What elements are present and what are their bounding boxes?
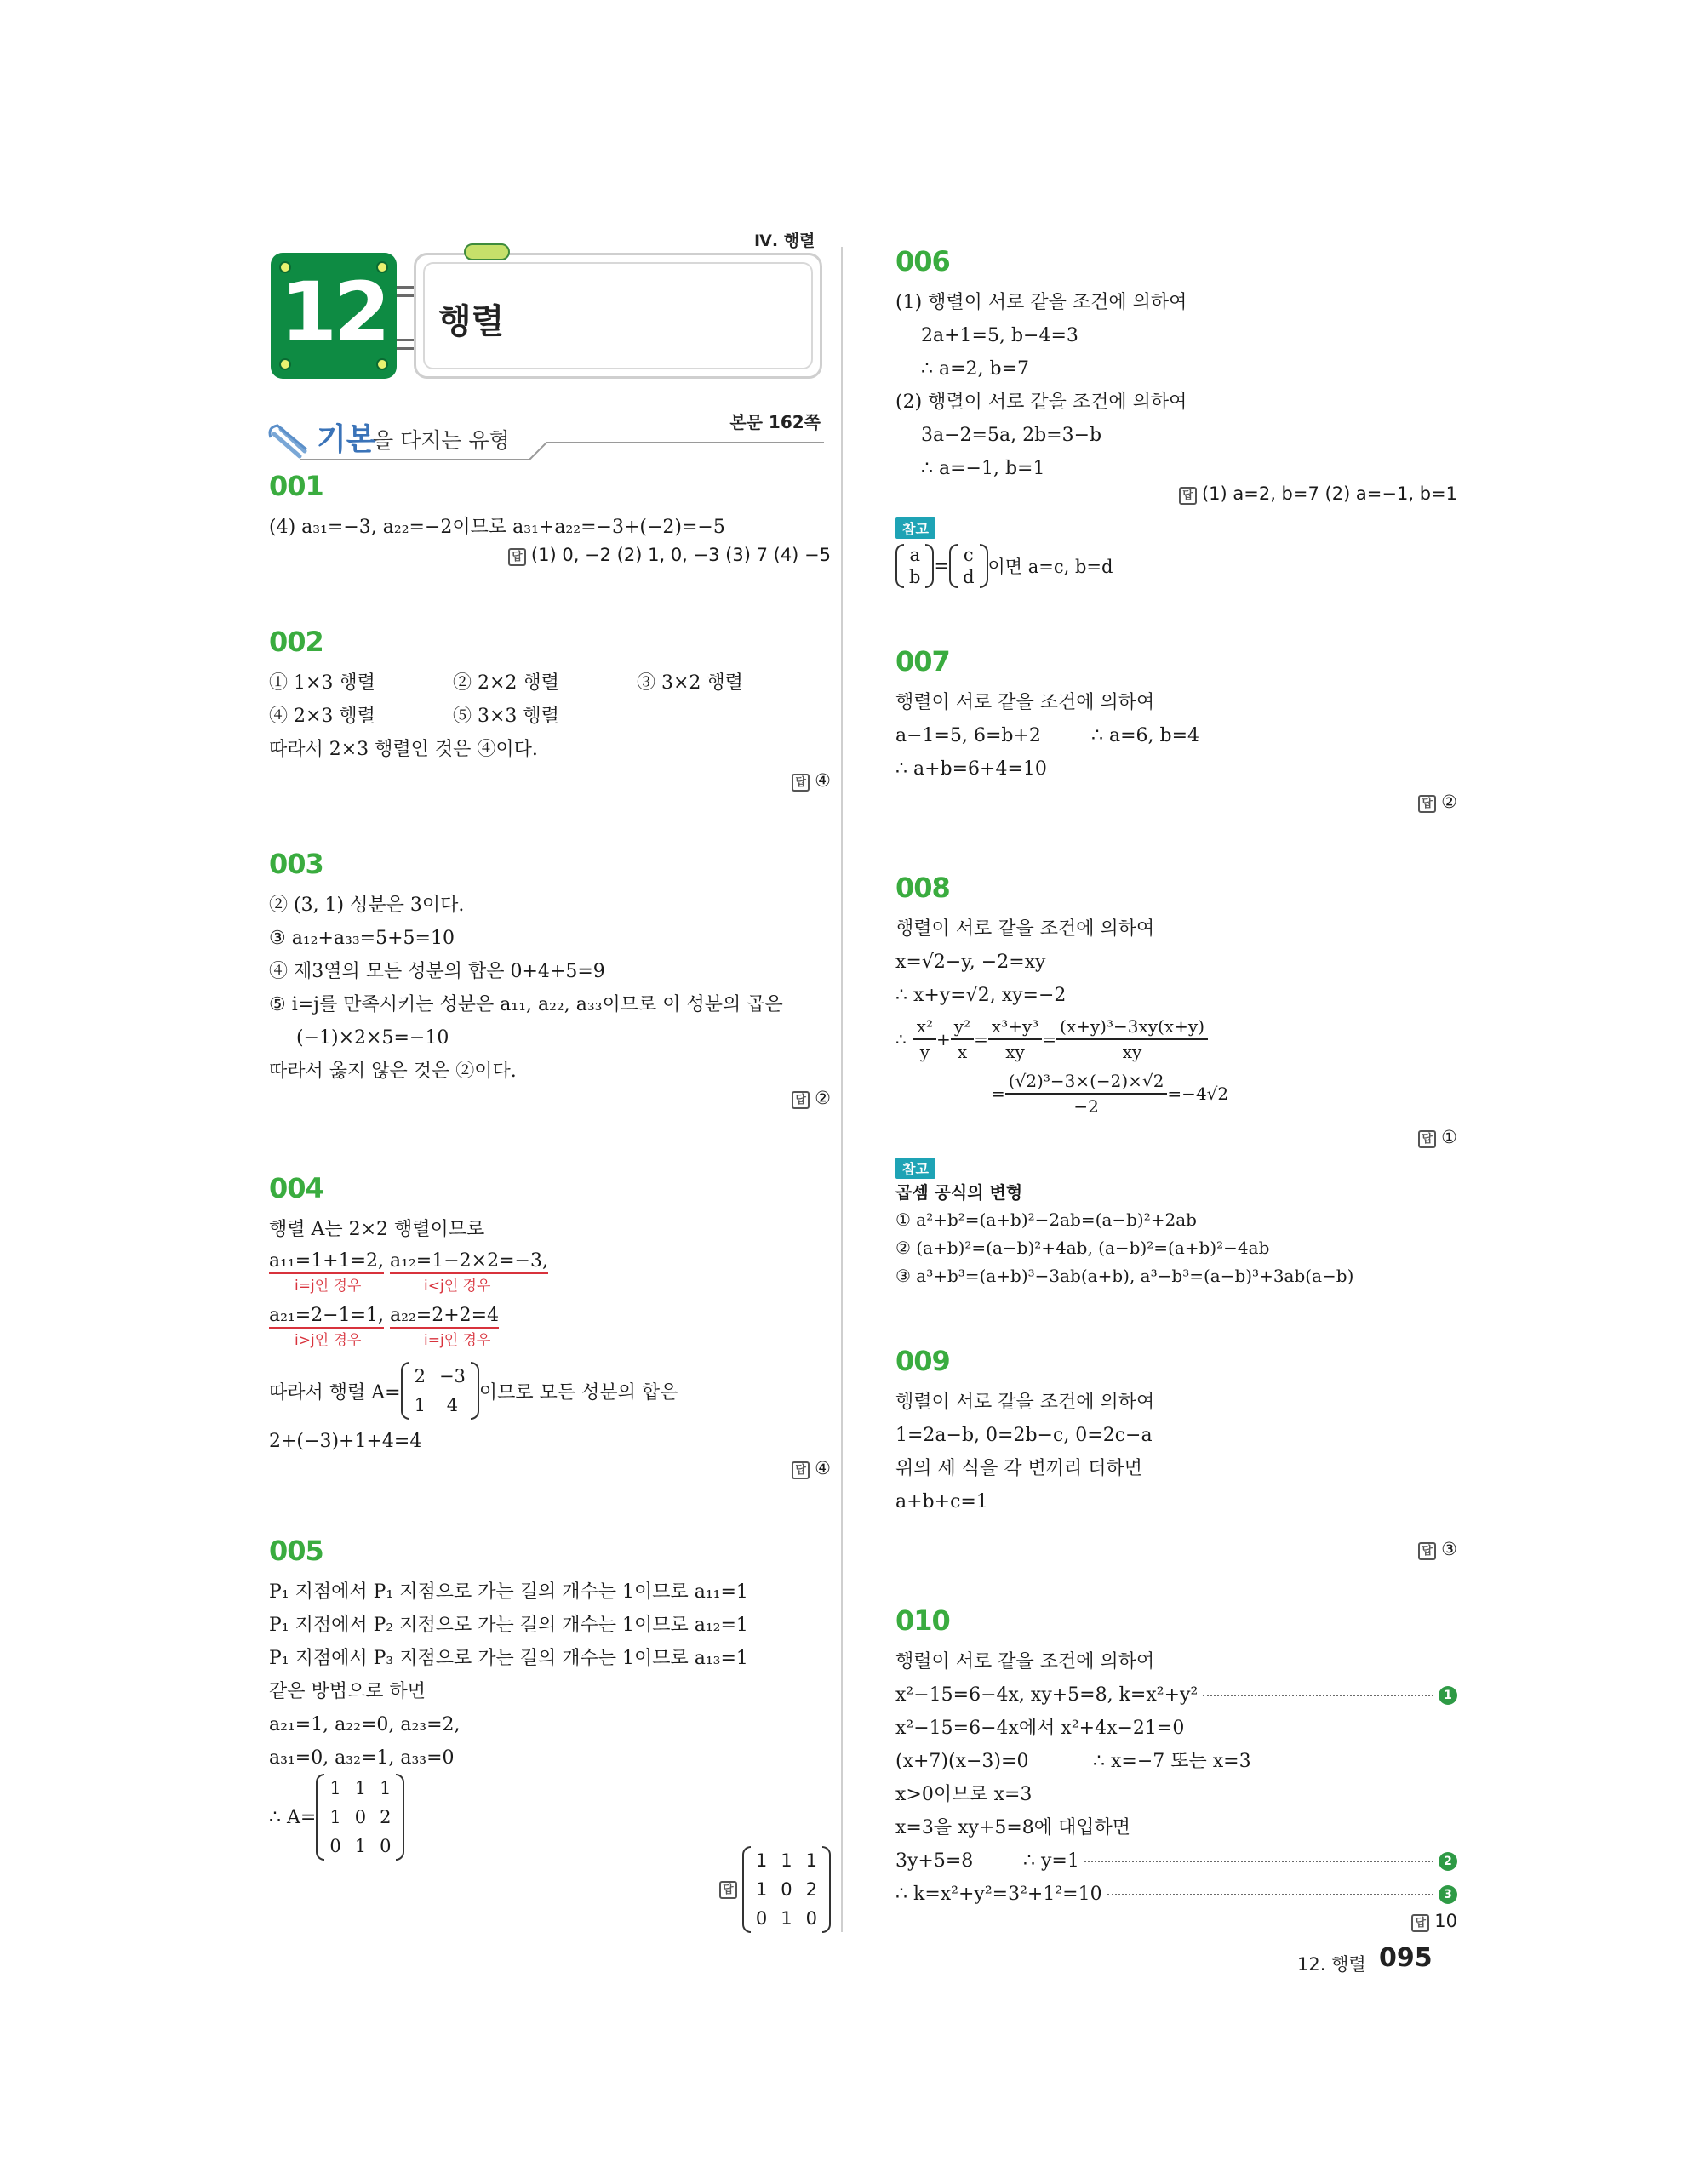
element-equation: a₁₂=1−2×2=−3, (390, 1250, 548, 1274)
problem-number: 005 (269, 1535, 323, 1567)
answer-line (792, 1088, 831, 1109)
problem-009 (895, 1345, 1457, 1559)
fraction-line (895, 1012, 1457, 1066)
text-part: = (974, 1029, 988, 1049)
matrix-cell: −3 (438, 1366, 466, 1386)
solution-line (269, 1357, 831, 1425)
matrix-cell: 2 (414, 1366, 426, 1386)
solution-line: x=√2−y, −2=xy (895, 952, 1046, 973)
solution-line: ⑤ i=j를 만족시키는 성분은 a₁₁, a₂₂, a₃₃이므로 이 성분의 곱은 (269, 994, 783, 1015)
answer-line (1179, 483, 1457, 505)
solution-line: ∴ a=2, b=7 (921, 358, 1030, 380)
problem-001 (269, 470, 831, 565)
problem-number: 001 (269, 470, 323, 502)
page-number: 095 (1379, 1943, 1433, 1973)
answer-text: ④ (815, 770, 831, 791)
answer-text: ③ (1441, 1539, 1457, 1559)
solution-line (895, 1844, 1457, 1878)
matrix-cell: 1 (354, 1778, 367, 1798)
numerator: (x+y)³−3xy(x+y) (1056, 1015, 1208, 1040)
footer-chapter: 12. 행렬 (1297, 1954, 1366, 1975)
step-marker-icon: 2 (1439, 1852, 1457, 1871)
fraction-line (895, 1066, 1457, 1121)
answer-icon: 답 (508, 548, 526, 566)
matrix-cell: 0 (805, 1908, 817, 1929)
text-part: ∴ A= (269, 1806, 317, 1828)
problem-number: 009 (895, 1345, 950, 1377)
text-part: 이므로 모든 성분의 합은 (478, 1381, 678, 1404)
answer-line (1418, 1127, 1457, 1148)
text-part: 3y+5=8 (895, 1850, 974, 1872)
note-line: ① a²+b²=(a+b)²−2ab=(a−b)²+2ab (895, 1209, 1197, 1230)
answer-line (792, 1458, 831, 1479)
solution-line: x>0이므로 x=3 (895, 1784, 1033, 1805)
solution-line: (4) a₃₁=−3, a₂₂=−2이므로 a₃₁+a₂₂=−3+(−2)=−5 (269, 517, 725, 538)
solution-line: 같은 방법으로 하면 (269, 1681, 426, 1702)
solution-line: a₃₁=0, a₃₂=1, a₃₃=0 (269, 1747, 455, 1769)
note-title: 곱셈 공식의 변형 (895, 1182, 1023, 1203)
matrix-cell: 0 (329, 1836, 341, 1856)
column-divider (841, 247, 843, 1932)
solution-line: P₁ 지점에서 P₁ 지점으로 가는 길의 개수는 1이므로 a₁₁=1 (269, 1581, 748, 1603)
solution-line: x=3을 xy+5=8에 대입하면 (895, 1817, 1131, 1838)
solution-line: ② (3, 1) 성분은 3이다. (269, 895, 465, 916)
problem-number: 010 (895, 1604, 950, 1637)
note-box (895, 1158, 1353, 1290)
solution-line: ∴ x+y=√2, xy=−2 (895, 985, 1067, 1006)
answer-line (792, 770, 831, 792)
solution-line: 3a−2=5a, 2b=3−b (921, 425, 1102, 446)
problem-007 (895, 645, 1457, 812)
answer-icon: 답 (1418, 1542, 1436, 1560)
matrix-cell: 1 (380, 1778, 392, 1798)
fraction (988, 1015, 1042, 1064)
problem-number: 002 (269, 626, 323, 658)
fraction (951, 1015, 974, 1064)
section-header (266, 409, 824, 463)
denominator: xy (1005, 1042, 1025, 1062)
matrix-column-cd (949, 544, 987, 588)
rivet-icon (279, 358, 291, 370)
matrix-cell: 1 (329, 1778, 341, 1798)
element-equation: a₂₂=2+2=4 (390, 1305, 499, 1329)
step-marker-icon: 1 (1439, 1686, 1457, 1705)
note-line (895, 544, 1113, 588)
condition-note: i=j인 경우 (295, 1278, 362, 1295)
matrix-cell: 2 (805, 1879, 817, 1900)
condition-note: i>j인 경우 (295, 1332, 362, 1349)
condition-note: i=j인 경우 (424, 1332, 491, 1349)
text-part: ∴ y=1 (1023, 1850, 1079, 1872)
denominator: xy (1122, 1042, 1142, 1062)
matrix-cell: 4 (446, 1395, 459, 1415)
answer-icon: 답 (1179, 487, 1197, 505)
matrix-cell: 0 (380, 1836, 392, 1856)
solution-line: 행렬 A는 2×2 행렬이므로 (269, 1219, 485, 1240)
problem-number: 004 (269, 1172, 323, 1204)
section-title-main: 기본 (317, 422, 376, 457)
chapter-number: 12 (280, 265, 387, 360)
solution-line: ∴ a+b=6+4=10 (895, 758, 1047, 780)
choice-row (269, 666, 831, 700)
text-part: = (934, 556, 950, 576)
element-equation: a₁₁=1+1=2, (269, 1250, 384, 1274)
element-row (269, 1246, 831, 1277)
matrix-cell: d (963, 567, 975, 587)
solution-line: 따라서 옳지 않은 것은 ②이다. (269, 1061, 517, 1082)
problem-010 (895, 1604, 1457, 1931)
answer-icon: 답 (792, 1091, 810, 1109)
solution-line (895, 719, 1457, 752)
rivet-icon (376, 358, 388, 370)
answer-text: ② (815, 1088, 831, 1108)
condition-row (269, 1277, 831, 1301)
note-badge: 참고 (895, 1158, 935, 1179)
solution-line: P₁ 지점에서 P₃ 지점으로 가는 길의 개수는 1이므로 a₁₃=1 (269, 1648, 748, 1669)
section-title-rest: 을 다지는 유형 (373, 428, 510, 453)
problem-number: 008 (895, 872, 950, 904)
element-equation: a₂₁=2−1=1, (269, 1305, 384, 1329)
text-part: = (991, 1083, 1005, 1104)
condition-row (269, 1331, 831, 1357)
matrix-A (401, 1362, 479, 1420)
answer-text: 10 (1434, 1911, 1457, 1931)
choice: ④ 2×3 행렬 (269, 706, 375, 727)
matrix-cell: b (909, 567, 921, 587)
note-badge: 참고 (895, 517, 935, 539)
problem-008 (895, 872, 1457, 1286)
note-line: ③ a³+b³=(a+b)³−3ab(a+b), a³−b³=(a−b)³+3ab(a−b) (895, 1266, 1354, 1286)
answer-text: (1) 0, −2 (2) 1, 0, −3 (3) 7 (4) −5 (530, 545, 831, 565)
solution-line: (1) 행렬이 서로 같을 조건에 의하여 (895, 292, 1187, 313)
solution-line (895, 1878, 1457, 1911)
answer-line (508, 545, 831, 566)
text-part: 이면 a=c, b=d (987, 557, 1113, 577)
solution-line: a+b+c=1 (895, 1491, 988, 1512)
text-part: ∴ x=−7 또는 x=3 (1093, 1751, 1251, 1772)
problem-004 (269, 1172, 831, 1478)
problem-002 (269, 626, 831, 791)
chapter-title: 행렬 (438, 302, 505, 341)
solution-line: x²−15=6−4x에서 x²+4x−21=0 (895, 1718, 1185, 1739)
answer-text: (1) a=2, b=7 (2) a=−1, b=1 (1201, 483, 1457, 504)
matrix-cell: 0 (354, 1807, 367, 1827)
text-part: = (1042, 1029, 1057, 1049)
solution-line: 행렬이 서로 같을 조건에 의하여 (895, 1651, 1155, 1672)
choice: ② 2×2 행렬 (453, 672, 559, 694)
answer-line (1418, 1539, 1457, 1560)
solution-line: (−1)×2×5=−10 (296, 1027, 449, 1049)
solution-line: 1=2a−b, 0=2b−c, 0=2c−a (895, 1425, 1153, 1446)
answer-text: ② (1441, 792, 1457, 812)
connector-decoration (397, 271, 415, 363)
text-part: ∴ (895, 1029, 907, 1049)
answer-icon: 답 (792, 1461, 810, 1479)
text-part: (x+7)(x−3)=0 (895, 1751, 1029, 1772)
step-marker-icon: 3 (1439, 1885, 1457, 1904)
section-page-reference: 본문 162쪽 (729, 412, 821, 432)
note-line: ② (a+b)²=(a−b)²+4ab, (a−b)²=(a+b)²−4ab (895, 1238, 1270, 1258)
solution-line: 2a+1=5, b−4=3 (921, 325, 1078, 346)
matrix-cell: 0 (755, 1908, 768, 1929)
solution-line: P₁ 지점에서 P₂ 지점으로 가는 길의 개수는 1이므로 a₁₂=1 (269, 1615, 748, 1636)
choice-row (269, 700, 831, 733)
matrix-cell: 1 (329, 1807, 341, 1827)
answer-icon: 답 (719, 1881, 737, 1899)
matrix-column-ab (895, 544, 934, 588)
chapter-number-block (271, 253, 397, 379)
condition-note: i<j인 경우 (424, 1278, 491, 1295)
solution-line: 따라서 2×3 행렬인 것은 ④이다. (269, 739, 538, 760)
element-row (269, 1301, 831, 1331)
text-part: x²−15=6−4x, xy+5=8, k=x²+y² (895, 1684, 1199, 1706)
solution-line: 행렬이 서로 같을 조건에 의하여 (895, 918, 1155, 940)
solution-line: 위의 세 식을 각 변끼리 더하면 (895, 1458, 1142, 1479)
fraction (913, 1015, 936, 1064)
matrix-cell: a (909, 545, 920, 565)
answer-icon: 답 (1411, 1914, 1429, 1932)
matrix-cell: 1 (781, 1850, 792, 1871)
unit-label: Ⅳ. 행렬 (754, 232, 815, 250)
solution-line: a₂₁=1, a₂₂=0, a₂₃=2, (269, 1714, 461, 1735)
solution-line: 행렬이 서로 같을 조건에 의하여 (895, 1392, 1155, 1413)
solution-line: ④ 제3열의 모든 성분의 합은 0+4+5=9 (269, 961, 605, 982)
matrix-cell: 0 (781, 1879, 792, 1900)
text-part: 따라서 행렬 A= (269, 1381, 401, 1404)
solution-line: ∴ a=−1, b=1 (921, 458, 1045, 479)
numerator: x² (913, 1015, 936, 1040)
denominator: −2 (1073, 1096, 1099, 1117)
problem-number: 007 (895, 645, 950, 677)
choice: ① 1×3 행렬 (269, 672, 375, 694)
answer-icon: 답 (1418, 795, 1436, 813)
numerator: y² (951, 1015, 974, 1040)
matrix-cell: c (963, 545, 974, 565)
numerator: (√2)³−3×(−2)×√2 (1005, 1069, 1168, 1095)
denominator: x (957, 1042, 968, 1062)
answer-line (719, 1846, 831, 1933)
matrix-cell: 1 (755, 1850, 768, 1871)
answer-text: ① (1441, 1127, 1457, 1147)
answer-matrix (742, 1846, 831, 1933)
matrix-cell: 1 (781, 1908, 792, 1929)
text-part: a−1=5, 6=b+2 (895, 725, 1041, 746)
problem-number: 006 (895, 245, 950, 277)
problem-003 (269, 848, 831, 1108)
solution-line: 2+(−3)+1+4=4 (269, 1431, 422, 1452)
solution-line: (2) 행렬이 서로 같을 조건에 의하여 (895, 392, 1187, 413)
numerator: x³+y³ (988, 1015, 1042, 1040)
choice: ⑤ 3×3 행렬 (453, 706, 559, 727)
problem-005 (269, 1535, 831, 1929)
binder-clip-icon (464, 243, 510, 260)
problem-006 (895, 245, 1457, 587)
matrix-cell: 1 (354, 1836, 367, 1856)
chapter-title-box (414, 253, 822, 379)
answer-icon: 답 (1418, 1130, 1436, 1148)
text-part: =−4√2 (1167, 1083, 1229, 1104)
matrix-cell: 1 (805, 1850, 817, 1871)
denominator: y (919, 1042, 930, 1062)
fraction (1056, 1015, 1208, 1064)
solution-line: 행렬이 서로 같을 조건에 의하여 (895, 692, 1155, 713)
answer-line (1418, 792, 1457, 813)
matrix-cell: 2 (380, 1807, 392, 1827)
choice: ③ 3×2 행렬 (637, 672, 743, 694)
answer-text: ④ (815, 1458, 831, 1478)
matrix-A (316, 1774, 404, 1861)
matrix-cell: 1 (755, 1879, 768, 1900)
answer-icon: 답 (792, 774, 810, 792)
solution-line (895, 1745, 1457, 1778)
solution-line (895, 1678, 1457, 1712)
text-part: + (936, 1029, 951, 1049)
solution-line: ③ a₁₂+a₃₃=5+5=10 (269, 928, 455, 949)
text-part: ∴ k=x²+y²=3²+1²=10 (895, 1884, 1102, 1905)
matrix-cell: 1 (414, 1395, 426, 1415)
fraction (1005, 1069, 1168, 1118)
problem-number: 003 (269, 848, 323, 880)
note-box (895, 517, 1113, 588)
text-part: ∴ a=6, b=4 (1091, 725, 1200, 746)
answer-line (1411, 1911, 1457, 1932)
